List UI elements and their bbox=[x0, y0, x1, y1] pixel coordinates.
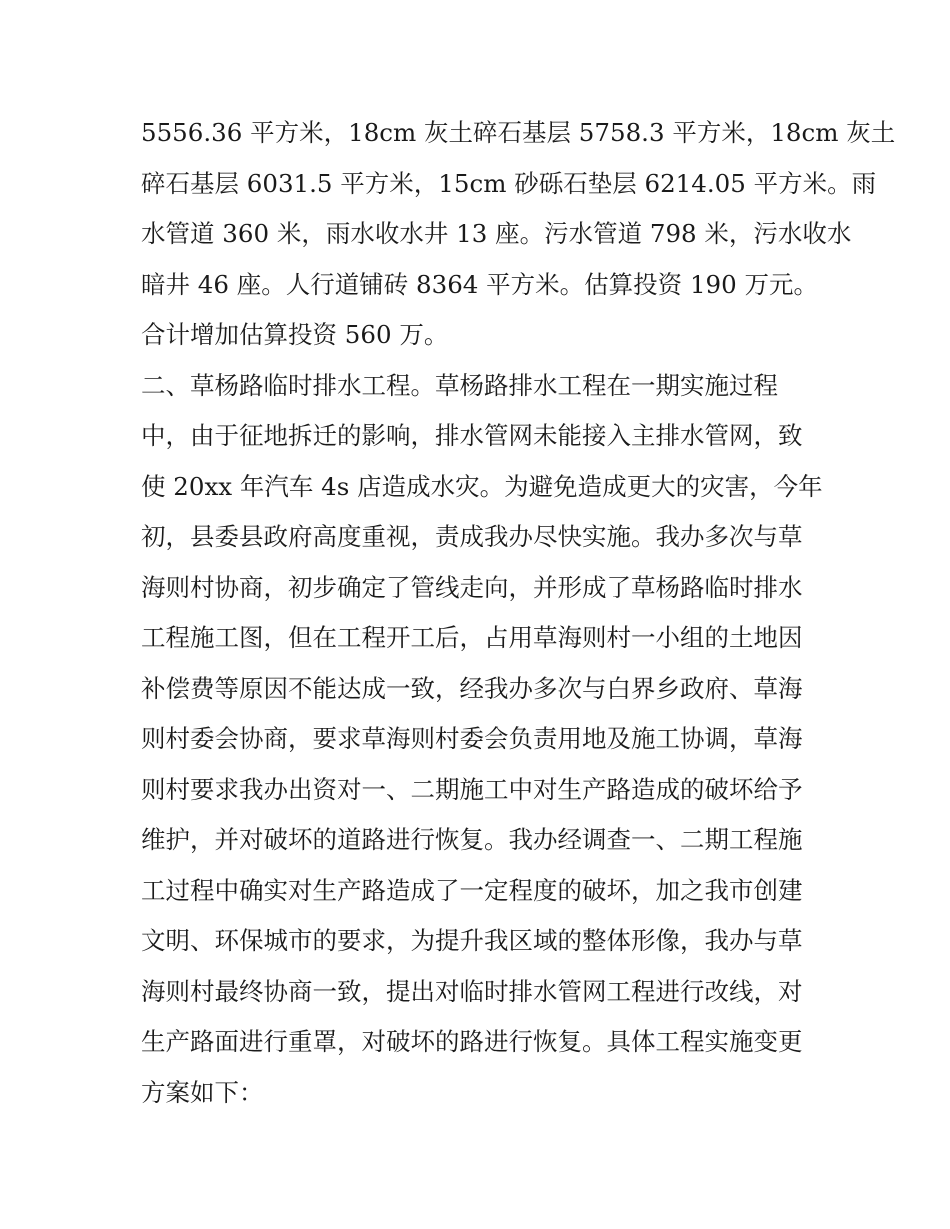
text-line: 合计增加估算投资 560 万。 bbox=[141, 320, 449, 349]
text-line: 水管道 360 米，雨水收水井 13 座。污水管道 798 米，污水收水 bbox=[141, 219, 852, 248]
text-line: 初，县委县政府高度重视，责成我办尽快实施。我办多次与草 bbox=[141, 522, 803, 551]
text-line: 海则村最终协商一致，提出对临时排水管网工程进行改线，对 bbox=[141, 976, 803, 1006]
text-line: 维护，并对破坏的道路进行恢复。我办经调查一、二期工程施 bbox=[141, 825, 803, 854]
text-line: 文明、环保城市的要求，为提升我区域的整体形像，我办与草 bbox=[141, 926, 803, 955]
text-line: 生产路面进行重罩，对破坏的路进行恢复。具体工程实施变更 bbox=[141, 1027, 803, 1056]
text-line: 海则村协商，初步确定了管线走向，并形成了草杨路临时排水 bbox=[141, 572, 803, 602]
text-line: 中，由于征地拆迁的影响，排水管网未能接入主排水管网，致 bbox=[141, 421, 803, 450]
text-line: 碎石基层 6031.5 平方米，15cm 砂砾石垫层 6214.05 平方米。雨 bbox=[141, 168, 877, 198]
text-line: 5556.36 平方米，18cm 灰土碎石基层 5758.3 平方米，18cm 灰土 bbox=[141, 118, 896, 147]
text-line: 二、草杨路临时排水工程。草杨路排水工程在一期实施过程 bbox=[141, 370, 778, 400]
text-line: 方案如下： bbox=[141, 1077, 264, 1107]
text-line: 补偿费等原因不能达成一致，经我办多次与白界乡政府、草海 bbox=[141, 673, 803, 703]
body-text bbox=[141, 108, 896, 1118]
text-line: 工程施工图，但在工程开工后，占用草海则村一小组的土地因 bbox=[141, 623, 803, 652]
text-line: 暗井 46 座。人行道铺砖 8364 平方米。估算投资 190 万元。 bbox=[141, 269, 819, 299]
text-line: 则村要求我办出资对一、二期施工中对生产路造成的破坏给予 bbox=[141, 774, 803, 804]
text-line: 则村委会协商，要求草海则村委会负责用地及施工协调，草海 bbox=[141, 724, 803, 753]
text-line: 工过程中确实对生产路造成了一定程度的破坏，加之我市创建 bbox=[141, 875, 803, 905]
text-line: 使 20xx 年汽车 4s 店造成水灾。为避免造成更大的灾害，今年 bbox=[141, 471, 823, 501]
